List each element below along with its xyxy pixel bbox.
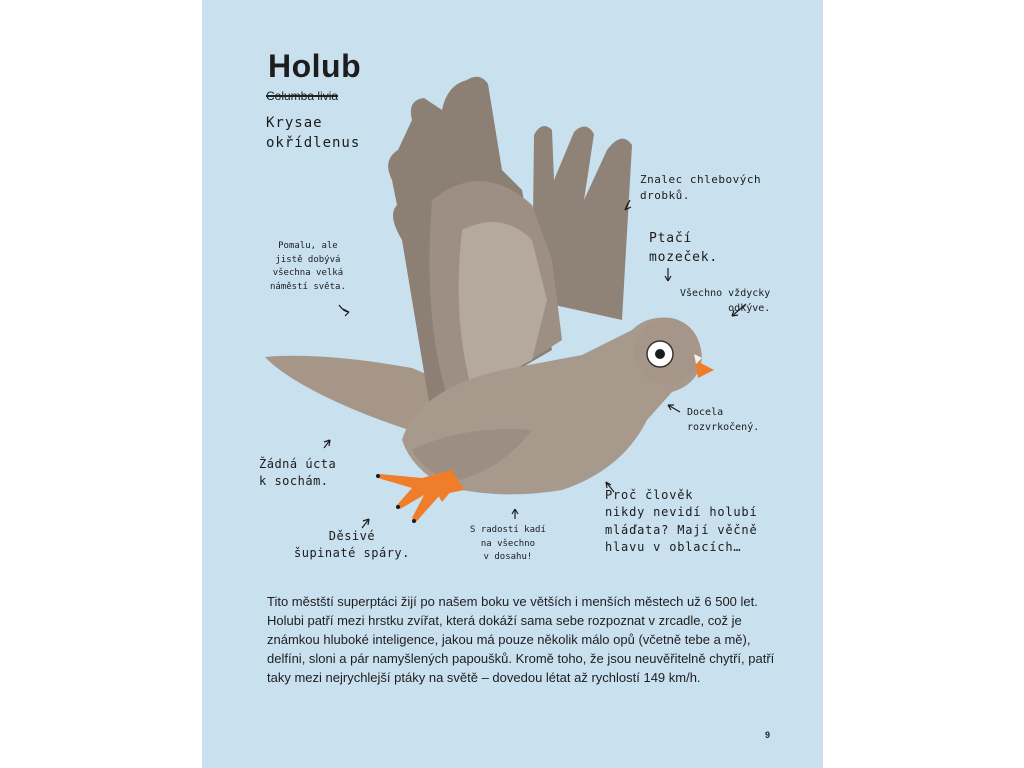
- book-page: [202, 0, 823, 768]
- page-number: 9: [765, 730, 771, 740]
- pigeon-beak: [695, 360, 714, 378]
- annotation-bird-brain: Ptačí mozeček.: [649, 231, 719, 265]
- annotation-chicks: Proč člověk nikdy nevidí holubí mláďata? Mají věčně hlavu v oblacích…: [605, 488, 758, 555]
- latin-name: Columba livia: [266, 89, 339, 103]
- annotation-claws: Děsivé šupinaté spáry.: [294, 529, 410, 561]
- joke-latin-name: Krysae okřídlenus: [266, 115, 361, 152]
- annotation-no-respect: Žádná úcta k sochám.: [259, 457, 337, 489]
- body-text: [267, 592, 787, 687]
- annotation-poops: S radostí kadí na všechno v dosahu!: [470, 525, 546, 562]
- annotation-disheveled: Docela rozvrkočený.: [687, 407, 760, 433]
- body-paragraph: Tito městští superptáci žijí po našem boku ve větších i menších městech už 6 500 let. Holubi patří mezi hrstku zvířat, která dokáží sama sebe rozpoznat v zrcadle, což je známkou hluboké inteligence, jakou má pouze několik málo opů (včetně tebe a mě), delfíni, sloni a pár namyšlených papoušků. Kromě toho, že jsou neuvěřitelně chytří, patří taky mezi nejrychlejší ptáky na světě – dovedou létat až rychlostí 149 km/h.: [267, 594, 775, 685]
- annotation-conquers: Pomalu, ale jistě dobývá všechna velká náměstí světa.: [270, 241, 346, 292]
- pigeon-feet: [378, 470, 464, 522]
- annotation-nods: Všechno vždycky odkýve.: [680, 288, 771, 314]
- annotation-bread: Znalec chlebových drobků.: [640, 173, 762, 202]
- page-title: Holub: [268, 48, 362, 84]
